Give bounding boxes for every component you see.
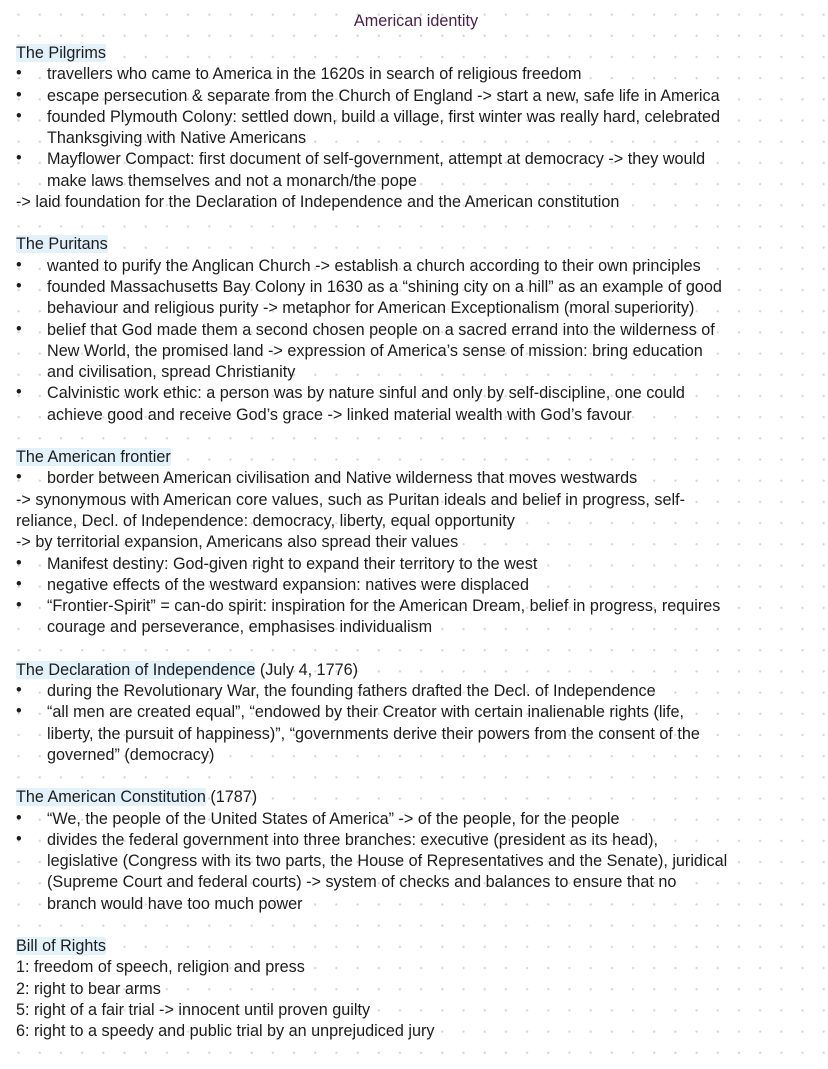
bullet-text: divides the federal government into three branches: executive (president as its head), [47,830,658,849]
bullet-text: governed” (democracy) [47,745,215,764]
bullet-text: escape persecution & separate from the Church of England -> start a new, safe life in America [47,86,720,105]
section-heading [16,234,816,255]
section-frontier [16,447,816,639]
bullet-icon: • [16,702,22,721]
heading-highlight: The Puritans [16,235,108,254]
arrow-note: -> by territorial expansion, Americans also spread their values [16,533,459,552]
bullet-item [16,681,816,702]
bullet-text: negative effects of the westward expansion: natives were displaced [47,575,530,594]
heading-highlight: Bill of Rights [16,936,106,955]
bullet-item [16,149,816,192]
bullet-item [16,809,816,830]
bullet-icon: • [16,319,22,338]
section-heading [16,660,816,681]
bullet-text: liberty, the pursuit of happiness)”, “governments derive their powers from the consent of the [47,724,700,743]
bullet-icon: • [16,276,22,295]
bullet-icon: • [16,574,22,593]
bullet-item [16,256,816,277]
list-item: 5: right of a fair trial -> innocent until proven guilty [16,1000,371,1019]
heading-date: (July 4, 1776) [255,660,358,679]
section-pilgrims [16,43,816,213]
bullet-text: Mayflower Compact: first document of self-government, attempt at democracy -> they would [47,150,706,169]
bullet-text: behaviour and religious purity -> metaphor for American Exceptionalism (moral superiority) [47,299,695,318]
heading-date: (1787) [205,788,258,807]
bullet-text: Thanksgiving with Native Americans [47,129,307,148]
bullet-text: wanted to purify the Anglican Church -> establish a church according to their own principles [47,256,701,275]
bullet-item [16,830,816,915]
list-item: 2: right to bear arms [16,979,161,998]
bullet-text: Manifest destiny: God-given right to expand their territory to the west [47,554,538,573]
section-heading [16,787,816,808]
bullet-icon: • [16,553,22,572]
bullet-icon: • [16,64,22,83]
bullet-item [16,107,816,150]
bullet-icon: • [16,383,22,402]
bullet-text: make laws themselves and not a monarch/the pope [47,171,417,190]
bullet-item [16,277,816,320]
section-bill-of-rights [16,936,816,1042]
bullet-item [16,575,816,596]
bullet-item [16,64,816,85]
bullet-item [16,596,816,639]
bullet-text: travellers who came to America in the 1620s in search of religious freedom [47,65,582,84]
heading-highlight: The American frontier [16,448,171,467]
bullet-icon: • [16,106,22,125]
note-page [16,10,816,1063]
section-declaration [16,660,816,766]
bullet-item [16,554,816,575]
bullet-text: founded Plymouth Colony: settled down, build a village, first winter was really hard, celebrated [47,107,721,126]
bullet-icon: • [16,149,22,168]
bullet-text: New World, the promised land -> expression of America’s sense of mission: bring education [47,341,703,360]
bullet-icon: • [16,829,22,848]
section-heading [16,43,816,64]
section-puritans [16,234,816,426]
bullet-text: and civilisation, spread Christianity [47,363,296,382]
arrow-note: reliance, Decl. of Independence: democracy, liberty, equal opportunity [16,511,515,530]
bullet-item [16,383,816,426]
bullet-text: during the Revolutionary War, the founding fathers drafted the Decl. of Independence [47,682,656,701]
bullet-icon: • [16,596,22,615]
bullet-text: (Supreme Court and federal courts) -> system of checks and balances to ensure that no [47,873,677,892]
page-title: American identity [353,12,479,30]
list-item: 1: freedom of speech, religion and press [16,958,305,977]
bullet-text: border between American civilisation and Native wilderness that moves westwards [47,469,638,488]
list-item: 6: right to a speedy and public trial by an unprejudiced jury [16,1022,435,1041]
bullet-text: “Frontier-Spirit” = can-do spirit: inspiration for the American Dream, belief in progress, requires [47,597,721,616]
bullet-icon: • [16,681,22,700]
bullet-text: “all men are created equal”, “endowed by their Creator with certain inalienable rights (life, [47,703,685,722]
bullet-text: achieve good and receive God’s grace -> linked material wealth with God’s favour [47,405,632,424]
bullet-text: Calvinistic work ethic: a person was by nature sinful and only by self-discipline, one could [47,384,685,403]
bullet-text: branch would have too much power [47,894,303,913]
bullet-item [16,702,816,766]
bullet-icon: • [16,85,22,104]
bullet-item [16,320,816,384]
bullet-text: legislative (Congress with its two parts, the House of Representatives and the Senate), juridical [47,852,728,871]
bullet-icon: • [16,808,22,827]
bullet-icon: • [16,468,22,487]
section-heading [16,447,816,468]
bullet-text: belief that God made them a second chosen people on a sacred errand into the wilderness of [47,320,715,339]
heading-highlight: The Declaration of Independence [16,660,256,679]
bullet-item [16,86,816,107]
bullet-text: founded Massachusetts Bay Colony in 1630 as a “shining city on a hill” as an example of good [47,277,722,296]
section-constitution [16,787,816,915]
arrow-note: -> synonymous with American core values, such as Puritan ideals and belief in progress, self- [16,490,685,509]
bullet-text: “We, the people of the United States of America” -> of the people, for the people [47,809,620,828]
heading-highlight: The American Constitution [16,788,206,807]
heading-highlight: The Pilgrims [16,44,106,62]
bullet-item [16,468,816,489]
bullet-icon: • [16,255,22,274]
arrow-note: -> laid foundation for the Declaration of Independence and the American constitution [16,193,620,212]
bullet-text: courage and perseverance, emphasises individualism [47,618,433,637]
section-heading [16,936,816,957]
